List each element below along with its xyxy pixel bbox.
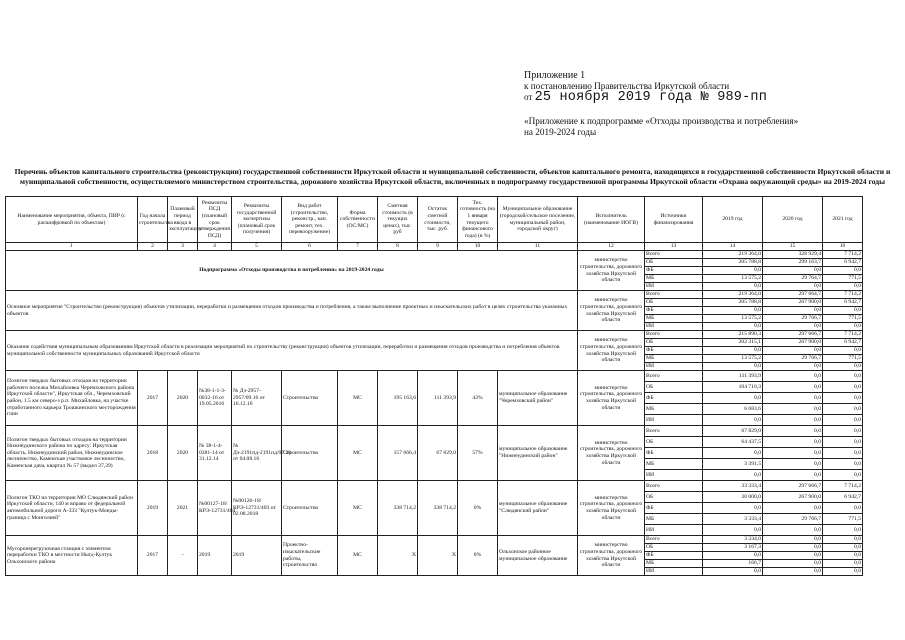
value-2019: 64 437,5 (703, 437, 763, 448)
fin-source: ОБ (645, 544, 703, 552)
value-2019: 6 683,6 (703, 404, 763, 415)
column-number: 13 (645, 243, 703, 251)
fin-source: ИИ (645, 363, 703, 371)
section-name: Основное мероприятие "Строительство (реконструкция) объектов утилизации, переработки и размещения отходов производства и потребления, а также выполнение проектных и изыскательских работ в целях строительства указанных объектов (6, 291, 578, 331)
fin-source: ОБ (645, 339, 703, 347)
value-2019: 0,0 (703, 415, 763, 426)
section-name: Оказание содействия муниципальным образованиям Иркутской области в реализации мероприятий по строительству (реконструкции) объектов утилизации, переработки и размещения отходов производства и потребления объектов муниципальной собственности муниципальных образований Иркутской области (6, 331, 578, 371)
value-2021: 0,0 (823, 536, 863, 544)
value-2021: 6 942,7 (823, 259, 863, 267)
remaining-cost: 111 393,9 (418, 371, 458, 426)
value-2019: 202 315,1 (703, 339, 763, 347)
section-name: Подпрограмма «Отходы производства и потребления» на 2019-2024 годы (6, 251, 578, 291)
fin-source: ИИ (645, 568, 703, 576)
value-2021: 7 714,2 (823, 331, 863, 339)
work-type: Проектно-изыскательские работы, строительство (282, 536, 338, 576)
value-2019: 166,7 (703, 560, 763, 568)
value-2019: 3 334,0 (703, 536, 763, 544)
column-number: 4 (198, 243, 232, 251)
fin-source: Всего (645, 331, 703, 339)
value-2019: 67 829,0 (703, 426, 763, 437)
fin-source: ИИ (645, 470, 703, 481)
value-2019: 0,0 (703, 323, 763, 331)
value-2019: 215 890,3 (703, 331, 763, 339)
value-2019: 0,0 (703, 503, 763, 514)
executor: министерство строительства, дорожного хозяйства Иркутской области (578, 426, 645, 481)
table-row (6, 536, 863, 544)
fin-source: ФБ (645, 552, 703, 560)
start-year: 2017 (138, 371, 168, 426)
value-2020: 297 666,7 (763, 481, 823, 492)
ownership-form: МС (338, 536, 378, 576)
value-2020: 0,0 (763, 415, 823, 426)
expertise-details: № Дз-2957-2957/09.16 от 16.12.16 (232, 371, 282, 426)
value-2019: 0,0 (703, 307, 763, 315)
value-2019: 205 788,8 (703, 259, 763, 267)
value-2020: 0,0 (763, 382, 823, 393)
value-2019: 219 364,0 (703, 291, 763, 299)
executor: министерство строительства, дорожного хозяйства Иркутской области (578, 481, 645, 536)
value-2020: 267 900,0 (763, 492, 823, 503)
value-2021: 0,0 (823, 363, 863, 371)
fin-source: ОБ (645, 437, 703, 448)
table-row (6, 331, 863, 339)
value-2019: 0,0 (703, 552, 763, 560)
completion-period: 2020 (168, 426, 198, 481)
ownership-form: МС (338, 371, 378, 426)
value-2019: 13 575,2 (703, 275, 763, 283)
objects-table (5, 196, 863, 576)
object-name: Полигон твердых бытовых отходов на территории рабочего поселка Михайловка Черемховского района Иркутской области", Иркутская обл., Черемховский район, 1.5 км северо-з р.п. Михайловка, на участке отработанного карьера Трошкинского месторождения глин (6, 371, 138, 426)
value-2020: 29 764,7 (763, 275, 823, 283)
table-row (6, 426, 863, 437)
value-2019: 104 710,3 (703, 382, 763, 393)
value-2019: 0,0 (703, 283, 763, 291)
fin-source: МБ (645, 459, 703, 470)
fin-source: ОБ (645, 382, 703, 393)
fin-source: Всего (645, 371, 703, 382)
appendix-decree: к постановлению Правительства Иркутской области (524, 81, 730, 91)
column-header: Форма собственности (ОС/МС) (338, 197, 378, 243)
value-2020: 0,0 (763, 525, 823, 536)
fin-source: ФБ (645, 393, 703, 404)
value-2021: 0,0 (823, 323, 863, 331)
column-header: Реквизиты ПСД (плановый срок утверждения ПСД) (198, 197, 232, 243)
column-header: Наименование мероприятия, объекта, ПИР (с расшифровкой по объектам) (6, 197, 138, 243)
value-2021: 0,0 (823, 470, 863, 481)
executor: министерство строительства, дорожного хозяйства Иркутской области (578, 331, 645, 371)
value-2021: 7 714,2 (823, 481, 863, 492)
column-number: 9 (418, 243, 458, 251)
fin-source: МБ (645, 355, 703, 363)
value-2020: 0,0 (763, 470, 823, 481)
value-2019: 3 391,5 (703, 459, 763, 470)
value-2021: 0,0 (823, 568, 863, 576)
completion-period: 2021 (168, 481, 198, 536)
value-2020: 299 163,7 (763, 259, 823, 267)
fin-source: МБ (645, 404, 703, 415)
value-2019: 30 000,0 (703, 492, 763, 503)
value-2021: 0,0 (823, 267, 863, 275)
value-2020: 297 666,7 (763, 331, 823, 339)
value-2019: 0,0 (703, 267, 763, 275)
readiness-percent: 0% (458, 481, 498, 536)
value-2021: 0,0 (823, 393, 863, 404)
value-2021: 0,0 (823, 404, 863, 415)
value-2021: 6 942,7 (823, 492, 863, 503)
fin-source: ФБ (645, 448, 703, 459)
fin-source: ФБ (645, 267, 703, 275)
fin-source: Всего (645, 251, 703, 259)
object-name: Полигон ТКО на территории МО Слюдянский район Иркутской области, 140 м вправо от федеральной автомобильной дороги А-333 "Култук-Монды-граница с Монголией" (6, 481, 138, 536)
value-2019: 3 333,4 (703, 514, 763, 525)
table-row (6, 481, 863, 492)
table-row (6, 291, 863, 299)
value-2019: 0,0 (703, 448, 763, 459)
completion-period: - (168, 536, 198, 576)
column-header: Муниципальное образование (городской/сельское поселение, муниципальный район, городской округ) (498, 197, 578, 243)
value-2020: 29 766,7 (763, 514, 823, 525)
table-row (6, 371, 863, 382)
psd-details: №00127-18/КРЭ-12731/404 (198, 481, 232, 536)
appendix-number: Приложение 1 (524, 70, 586, 81)
fin-source: ИИ (645, 415, 703, 426)
value-2019: 111 393,9 (703, 371, 763, 382)
executor: министерство строительства, дорожного хозяйства Иркутской области (578, 251, 645, 291)
expertise-details: №00126-18/КРЭ-12731/403 от 02.08.2018 (232, 481, 282, 536)
value-2021: 0,0 (823, 503, 863, 514)
value-2020: 0,0 (763, 363, 823, 371)
column-header: Сметная стоимость (в текущих ценах), тыс. руб (378, 197, 418, 243)
value-2021: 771,5 (823, 275, 863, 283)
column-header: Источники финансирования (645, 197, 703, 243)
start-year: 2017 (138, 536, 168, 576)
municipality: Ольхонское районное муниципальное образование (498, 536, 578, 576)
table-row (6, 251, 863, 259)
value-2021: 0,0 (823, 382, 863, 393)
value-2021: 0,0 (823, 552, 863, 560)
value-2019: 0,0 (703, 470, 763, 481)
value-2020: 0,0 (763, 283, 823, 291)
remaining-cost: Х (418, 536, 458, 576)
executor: министерство строительства, дорожного хозяйства Иркутской области (578, 536, 645, 576)
value-2020: 0,0 (763, 503, 823, 514)
value-2021: 6 942,7 (823, 339, 863, 347)
ownership-form: МС (338, 481, 378, 536)
column-number: 1 (6, 243, 138, 251)
object-name: Полигон твердых бытовых отходов на территории Нижнеудинского района по адресу: Иркутская область, Нижнеудинский район, Нижнеудинское лесничество, Каменская участковое лесничество, Каменская дача, квартал № 57 (выдел 37,39) (6, 426, 138, 481)
value-2021: 0,0 (823, 525, 863, 536)
expertise-details: № Дз-2191пд-2191пд/07.16 от 04.08.16 (232, 426, 282, 481)
remaining-cost: 338 714,2 (418, 481, 458, 536)
column-number: 6 (282, 243, 338, 251)
fin-source: Всего (645, 481, 703, 492)
column-header: Остаток сметной стоимости, тыс. руб. (418, 197, 458, 243)
fin-source: МБ (645, 560, 703, 568)
column-number: 11 (498, 243, 578, 251)
value-2020: 0,0 (763, 560, 823, 568)
column-number: 16 (823, 243, 863, 251)
value-2019: 13 575,2 (703, 355, 763, 363)
document-title: Перечень объектов капитального строительства (реконструкции) государственной собственности Иркутской области и муниципальной собственности, объектов капитального ремонта, находящихся в государственной собственности Иркутской области и муниципальной собственности, осуществляемого министерством строительства, дорожного хозяйства Иркутской области, включенных в подпрограмму государственной программы Иркутской области «Охрана окружающей среды» на 2019-2024 годы (14, 167, 891, 186)
municipality: муниципальное образование "Черемховский район" (498, 371, 578, 426)
value-2019: 33 333,4 (703, 481, 763, 492)
value-2019: 3 167,3 (703, 544, 763, 552)
value-2020: 0,0 (763, 404, 823, 415)
fin-source: МБ (645, 514, 703, 525)
column-number: 8 (378, 243, 418, 251)
value-2020: 267 900,0 (763, 299, 823, 307)
fin-source: МБ (645, 315, 703, 323)
start-year: 2018 (138, 426, 168, 481)
value-2020: 0,0 (763, 307, 823, 315)
fin-source: ИИ (645, 525, 703, 536)
readiness-percent: 43% (458, 371, 498, 426)
value-2021: 771,5 (823, 355, 863, 363)
value-2021: 7 714,2 (823, 251, 863, 259)
value-2021: 0,0 (823, 371, 863, 382)
value-2021: 0,0 (823, 560, 863, 568)
column-header: 2020 год (763, 197, 823, 243)
column-number: 7 (338, 243, 378, 251)
value-2020: 0,0 (763, 426, 823, 437)
remaining-cost: 67 829,0 (418, 426, 458, 481)
start-year: 2019 (138, 481, 168, 536)
fin-source: Всего (645, 291, 703, 299)
value-2020: 0,0 (763, 536, 823, 544)
decree-date-line (524, 90, 767, 105)
value-2020: 328 929,4 (763, 251, 823, 259)
value-2020: 267 900,0 (763, 339, 823, 347)
column-header: Реквизиты государственной экспертизы (плановый срок получения) (232, 197, 282, 243)
work-type: Строительство (282, 481, 338, 536)
column-header: 2021 год (823, 197, 863, 243)
fin-source: ФБ (645, 503, 703, 514)
value-2021: 0,0 (823, 347, 863, 355)
value-2020: 29 766,7 (763, 355, 823, 363)
fin-source: ИИ (645, 283, 703, 291)
ownership-form: МС (338, 426, 378, 481)
municipality: муниципальное образование "Нижнеудинский район" (498, 426, 578, 481)
estimated-cost: 195 163,6 (378, 371, 418, 426)
fin-source: ФБ (645, 307, 703, 315)
municipality: муниципальное образование "Слюдянский район" (498, 481, 578, 536)
readiness-percent: 57% (458, 426, 498, 481)
value-2021: 0,0 (823, 544, 863, 552)
value-2021: 0,0 (823, 426, 863, 437)
column-header: Тех. готовность (на 1 января текущего финансового года) (в %) (458, 197, 498, 243)
value-2021: 0,0 (823, 283, 863, 291)
fin-source: ОБ (645, 259, 703, 267)
psd-details: № 38-1-4-0381-14 от 31.12.14 (198, 426, 232, 481)
value-2019: 0,0 (703, 393, 763, 404)
executor: министерство строительства, дорожного хозяйства Иркутской области (578, 291, 645, 331)
value-2020: 29 766,7 (763, 315, 823, 323)
column-number: 12 (578, 243, 645, 251)
value-2019: 13 575,2 (703, 315, 763, 323)
value-2020: 0,0 (763, 544, 823, 552)
value-2020: 0,0 (763, 437, 823, 448)
readiness-percent: 0% (458, 536, 498, 576)
column-number: 3 (168, 243, 198, 251)
estimated-cost: 157 666,4 (378, 426, 418, 481)
value-2021: 0,0 (823, 448, 863, 459)
table-header-row (6, 197, 863, 243)
fin-source: ИИ (645, 323, 703, 331)
value-2019: 0,0 (703, 525, 763, 536)
value-2021: 7 714,2 (823, 291, 863, 299)
value-2020: 0,0 (763, 347, 823, 355)
value-2020: 0,0 (763, 267, 823, 275)
value-2021: 0,0 (823, 459, 863, 470)
column-number: 14 (703, 243, 763, 251)
executor: министерство строительства, дорожного хозяйства Иркутской области (578, 371, 645, 426)
estimated-cost: Х (378, 536, 418, 576)
value-2020: 297 664,7 (763, 291, 823, 299)
value-2020: 0,0 (763, 393, 823, 404)
column-header: Вид работ (строительство, реконстр., кап. ремонт, тех. перевооружение) (282, 197, 338, 243)
column-number: 5 (232, 243, 282, 251)
work-type: Строительство (282, 426, 338, 481)
psd-details: №38-1-1-3-0032-16 от 19.05.2016 (198, 371, 232, 426)
fin-source: Всего (645, 536, 703, 544)
work-type: Строительство (282, 371, 338, 426)
column-header: Плановый период ввода в эксплуатацию (168, 197, 198, 243)
value-2020: 0,0 (763, 448, 823, 459)
value-2019: 0,0 (703, 568, 763, 576)
sub-appendix-line1: «Приложение к подпрограмме «Отходы производства и потребления» (524, 116, 799, 126)
decree-date-prefix: от (524, 92, 533, 102)
expertise-details: 2019 (232, 536, 282, 576)
value-2019: 0,0 (703, 363, 763, 371)
psd-details: 2019 (198, 536, 232, 576)
decree-date-typed: 25 ноября 2019 года № 989-пп (534, 90, 768, 105)
value-2019: 219 364,0 (703, 251, 763, 259)
column-header: 2019 год (703, 197, 763, 243)
sub-appendix-line2: на 2019-2024 годы (524, 127, 597, 137)
value-2020: 0,0 (763, 323, 823, 331)
fin-source: ОБ (645, 492, 703, 503)
value-2020: 0,0 (763, 568, 823, 576)
completion-period: 2020 (168, 371, 198, 426)
fin-source: ОБ (645, 299, 703, 307)
value-2021: 771,5 (823, 514, 863, 525)
fin-source: ФБ (645, 347, 703, 355)
column-number-row (6, 243, 863, 251)
value-2021: 0,0 (823, 307, 863, 315)
value-2020: 0,0 (763, 371, 823, 382)
value-2019: 205 788,8 (703, 299, 763, 307)
fin-source: Всего (645, 426, 703, 437)
column-number: 10 (458, 243, 498, 251)
value-2021: 6 942,7 (823, 299, 863, 307)
column-header: Год начала строительства (138, 197, 168, 243)
fin-source: МБ (645, 275, 703, 283)
column-number: 2 (138, 243, 168, 251)
value-2020: 0,0 (763, 552, 823, 560)
value-2019: 0,0 (703, 347, 763, 355)
value-2020: 0,0 (763, 459, 823, 470)
column-number: 15 (763, 243, 823, 251)
estimated-cost: 338 714,2 (378, 481, 418, 536)
value-2021: 0,0 (823, 415, 863, 426)
value-2021: 0,0 (823, 437, 863, 448)
column-header: Исполнитель (наименование ИОГВ) (578, 197, 645, 243)
object-name: Мусороперегрузочная станция с элементом переработки ТКО в местности Ныгд-Култук Ольхонского района (6, 536, 138, 576)
value-2021: 771,5 (823, 315, 863, 323)
